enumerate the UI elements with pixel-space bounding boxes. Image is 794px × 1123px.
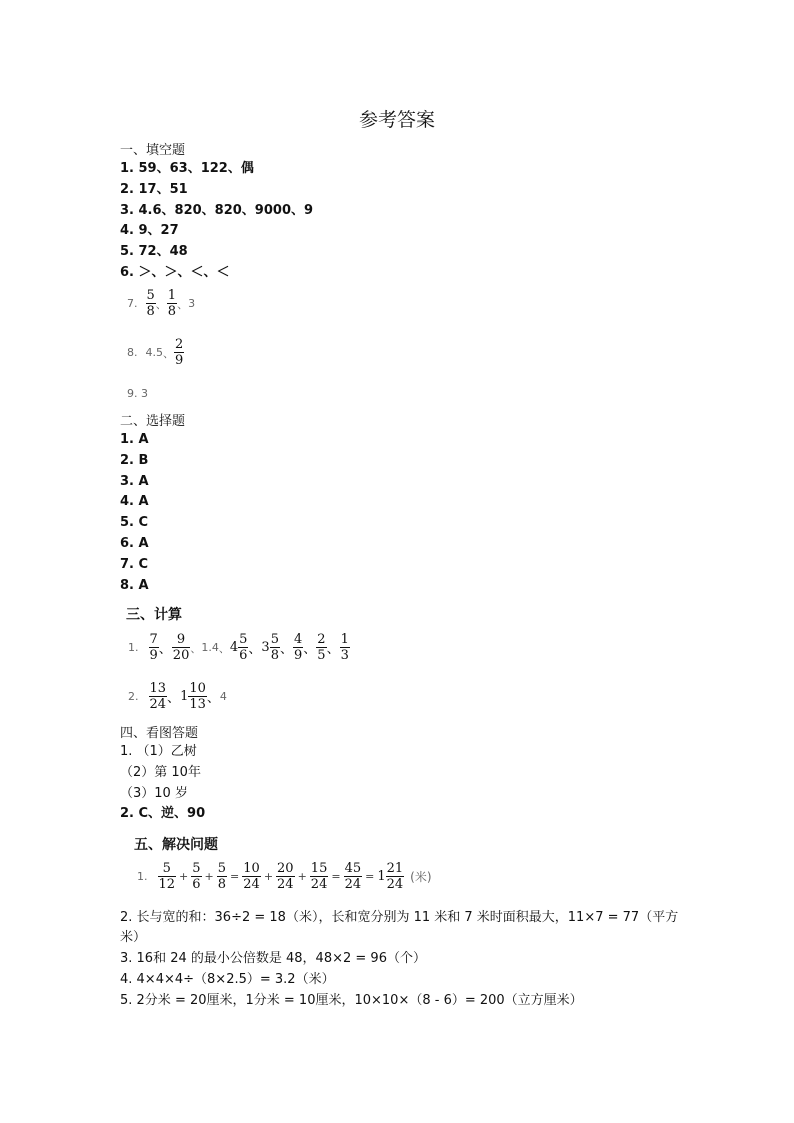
- fraction: $\frac{2}{9}$: [175, 337, 184, 368]
- calc-row-1: 1. $\frac{7}{9}$ 、 $\frac{9}{20}$ 、 1.4 、 4 $\frac{5}{6}$ 、 3 $\frac{5}{8}$ 、 $\frac{4}{9}$ 、 $\frac{2}{5}$ 、 $\frac{1}{3}$: [128, 632, 349, 663]
- answer-line: 7. C: [120, 557, 149, 572]
- fraction: $\frac{5}{8}$: [146, 288, 155, 319]
- answer-line: 1. 59、63、122、偶: [120, 161, 254, 176]
- fraction: $\frac{5}{6}$: [192, 861, 201, 892]
- answer-line: 2. 17、51: [120, 182, 188, 197]
- fraction: $\frac{5}{8}$: [270, 632, 279, 663]
- fraction: $\frac{2}{5}$: [317, 632, 326, 663]
- fraction: $\frac{5}{6}$: [239, 632, 248, 663]
- answer-line: 6. ＞、＞、＜、＜: [120, 265, 230, 280]
- fraction: $\frac{10}{13}$: [189, 681, 206, 712]
- answer-line: 2. B: [120, 453, 149, 468]
- fraction: $\frac{9}{20}$: [172, 632, 190, 663]
- question-number: 8.: [127, 346, 138, 359]
- unit-label: (米): [410, 870, 432, 884]
- answer-line: 3. A: [120, 474, 149, 489]
- question-number: 1.: [137, 870, 148, 883]
- answer-line: 1. A: [120, 432, 149, 447]
- answer-line-7: 7. $\frac{5}{8}$ 、 $\frac{1}{8}$ 、 3: [127, 288, 196, 319]
- fraction: $\frac{1}{3}$: [340, 632, 349, 663]
- answer-line: 1. （1）乙树: [120, 744, 197, 759]
- answer-line: （2）第 10年: [120, 765, 201, 780]
- answer-line: 4. 4×4×4÷（8×2.5）= 3.2（米）: [120, 972, 335, 987]
- section-4-header: 四、看图答题: [120, 726, 199, 741]
- answer-line: 2. 长与宽的和：36÷2 = 18（米），长和宽分别为 11 米和 7 米时面积最大，11×7 = 77（平方: [120, 910, 679, 925]
- answer-line: 2. C、逆、90: [120, 806, 206, 821]
- fraction: $\frac{20}{24}$: [277, 861, 294, 892]
- question-number: 7.: [127, 297, 138, 310]
- answer-line: （3）10 岁: [120, 786, 188, 801]
- answer-line: 米）: [120, 930, 147, 945]
- fraction: $\frac{1}{8}$: [167, 288, 177, 319]
- fraction: $\frac{5}{8}$: [217, 861, 227, 892]
- question-number: 2.: [128, 690, 139, 703]
- fraction: $\frac{15}{24}$: [310, 861, 328, 892]
- page-title: 参考答案: [358, 109, 435, 131]
- solution-equation: 1. $\frac{5}{12}$ + $\frac{5}{6}$ + $\frac{5}{8}$ = $\frac{10}{24}$ + $\frac{20}{24}$ + $\frac{15}{24}$ = $\frac{45}{24}$ = 1 $\frac{21}{24}$ (米): [137, 861, 432, 892]
- answer-line: 3. 16和 24 的最小公倍数是 48，48×2 = 96（个）: [120, 951, 426, 966]
- answer-line-9: 9. 3: [127, 387, 148, 400]
- answer-line: 5. 72、48: [120, 244, 188, 259]
- question-number: 1.: [128, 641, 139, 654]
- answer-line: 6. A: [120, 536, 149, 551]
- fraction: $\frac{4}{9}$: [294, 632, 303, 663]
- answer-line-8: 8. 4.5 、 $\frac{2}{9}$: [127, 337, 184, 368]
- fraction: $\frac{5}{12}$: [158, 861, 176, 892]
- fraction: $\frac{7}{9}$: [149, 632, 158, 663]
- fraction: $\frac{21}{24}$: [386, 861, 404, 892]
- answer-line: 4. A: [120, 494, 149, 509]
- section-3-header: 三、计算: [126, 607, 182, 623]
- answer-line: 3. 4.6、820、820、9000、9: [120, 203, 314, 218]
- answer-line: 4. 9、27: [120, 223, 179, 238]
- fraction: $\frac{10}{24}$: [243, 861, 260, 892]
- section-2-header: 二、选择题: [120, 414, 186, 429]
- section-5-header: 五、解决问题: [134, 837, 218, 853]
- answer-line: 8. A: [120, 578, 149, 593]
- fraction: $\frac{45}{24}$: [344, 861, 362, 892]
- calc-row-2: 2. $\frac{13}{24}$ 、 1 $\frac{10}{13}$ 、 4: [128, 681, 227, 712]
- section-1-header: 一、填空题: [120, 143, 186, 158]
- fraction: $\frac{13}{24}$: [149, 681, 167, 712]
- answer-line: 5. 2分米 = 20厘米，1分米 = 10厘米，10×10×（8 - 6）= 200（立方厘米）: [120, 993, 583, 1008]
- answer-line: 5. C: [120, 515, 149, 530]
